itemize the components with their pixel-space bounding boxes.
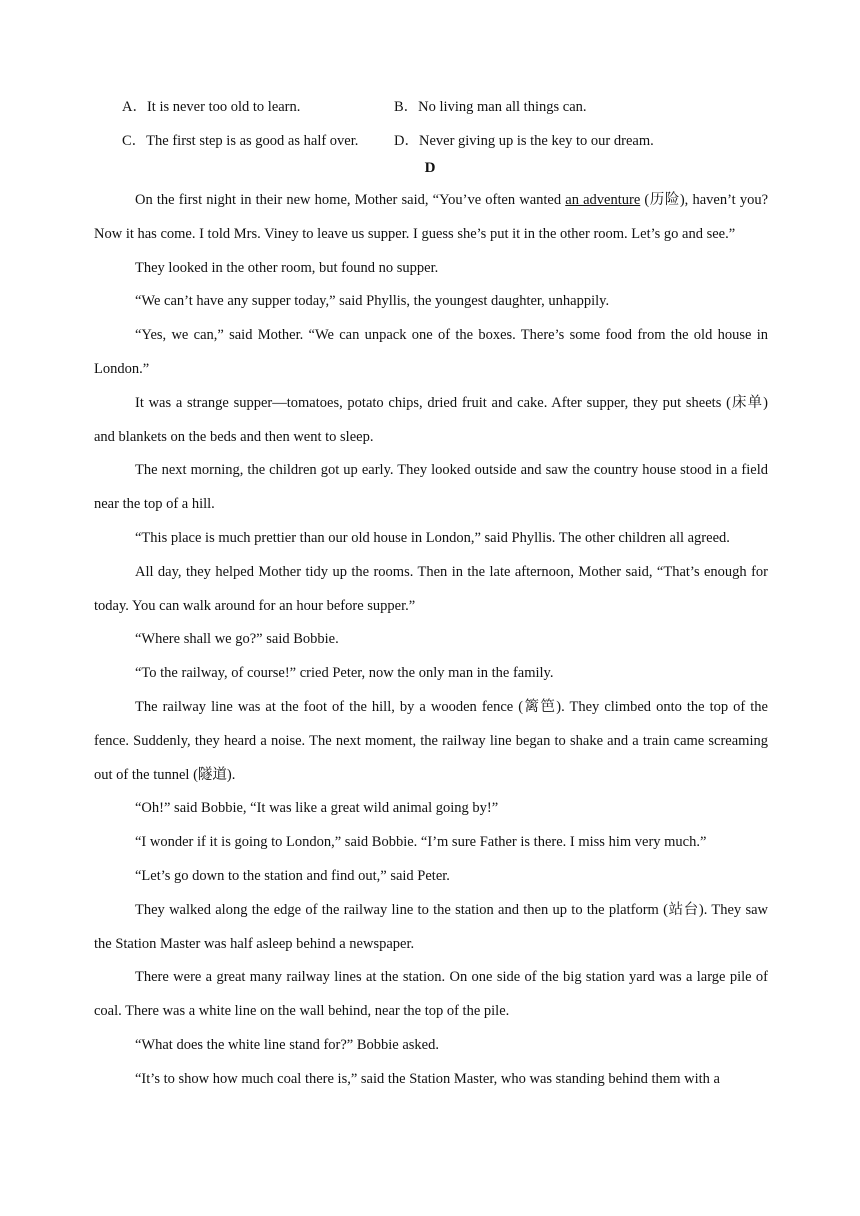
section-heading: D [424, 160, 436, 176]
option-row [122, 88, 772, 122]
paragraph: “Where shall we go?” said Bobbie. [135, 631, 339, 648]
option-d: D．Never giving up is the key to our dream. [394, 132, 654, 149]
paragraph: All day, they helped Mother tidy up the rooms. Then in the late afternoon, Mother said, “That’s enough for today. You can walk around for an hour before supper.” [94, 563, 768, 614]
paragraph: “We can’t have any supper today,” said Phyllis, the youngest daughter, unhappily. [135, 293, 610, 310]
passage [94, 184, 768, 1097]
option-a: A．It is never too old to learn. [122, 98, 301, 115]
underlined-phrase: an adventure [565, 192, 641, 208]
paragraph: “To the railway, of course!” cried Peter, now the only man in the family. [135, 665, 554, 682]
paragraph: They looked in the other room, but found no supper. [135, 259, 439, 276]
paragraph: There were a great many railway lines at the station. On one side of the big station yard was a large pile of coal. There was a white line on the wall behind, near the top of the pile. [94, 969, 768, 1020]
text-run: On the first night in their new home, Mother said, “You’ve often wanted [135, 192, 566, 208]
paragraph: “Oh!” said Bobbie, “It was like a great wild animal going by!” [135, 800, 499, 817]
option-c: C．The first step is as good as half over. [122, 132, 359, 149]
paragraph: “I wonder if it is going to London,” said Bobbie. “I’m sure Father is there. I miss him very much.” [135, 834, 707, 851]
paragraph [94, 184, 768, 252]
paragraph: “What does the white line stand for?” Bobbie asked. [135, 1036, 439, 1053]
paragraph: “This place is much prettier than our old house in London,” said Phyllis. The other children all agreed. [135, 529, 730, 546]
paragraph: “It’s to show how much coal there is,” said the Station Master, who was standing behind them with a [135, 1070, 720, 1087]
option-row [122, 122, 772, 156]
paragraph: They walked along the edge of the railway line to the station and then up to the platform (站台). They saw the Station Master was half asleep behind a newspaper. [94, 901, 768, 952]
paragraph: “Yes, we can,” said Mother. “We can unpack one of the boxes. There’s some food from the old house in London.” [94, 327, 768, 377]
paragraph: “Let’s go down to the station and find out,” said Peter. [135, 867, 450, 884]
paragraph: The next morning, the children got up early. They looked outside and saw the country house stood in a field near the top of a hill. [94, 462, 768, 513]
answer-options [122, 88, 772, 156]
paragraph: The railway line was at the foot of the hill, by a wooden fence (篱笆). They climbed onto the top of the fence. Suddenly, they heard a noise. The next moment, the railway line began to shake and a train came screaming out of the tunnel (隧道). [94, 698, 768, 783]
option-b: B．No living man all things can. [394, 98, 587, 115]
paragraph: It was a strange supper—tomatoes, potato chips, dried fruit and cake. After supper, they put sheets (床单) and blankets on the beds and then went to sleep. [94, 394, 768, 445]
text-run: (历险), haven’t you? Now it has come. I told Mrs. Viney to leave us supper. I guess she’s put it in the other room. Let’s go and see.” [94, 192, 769, 242]
